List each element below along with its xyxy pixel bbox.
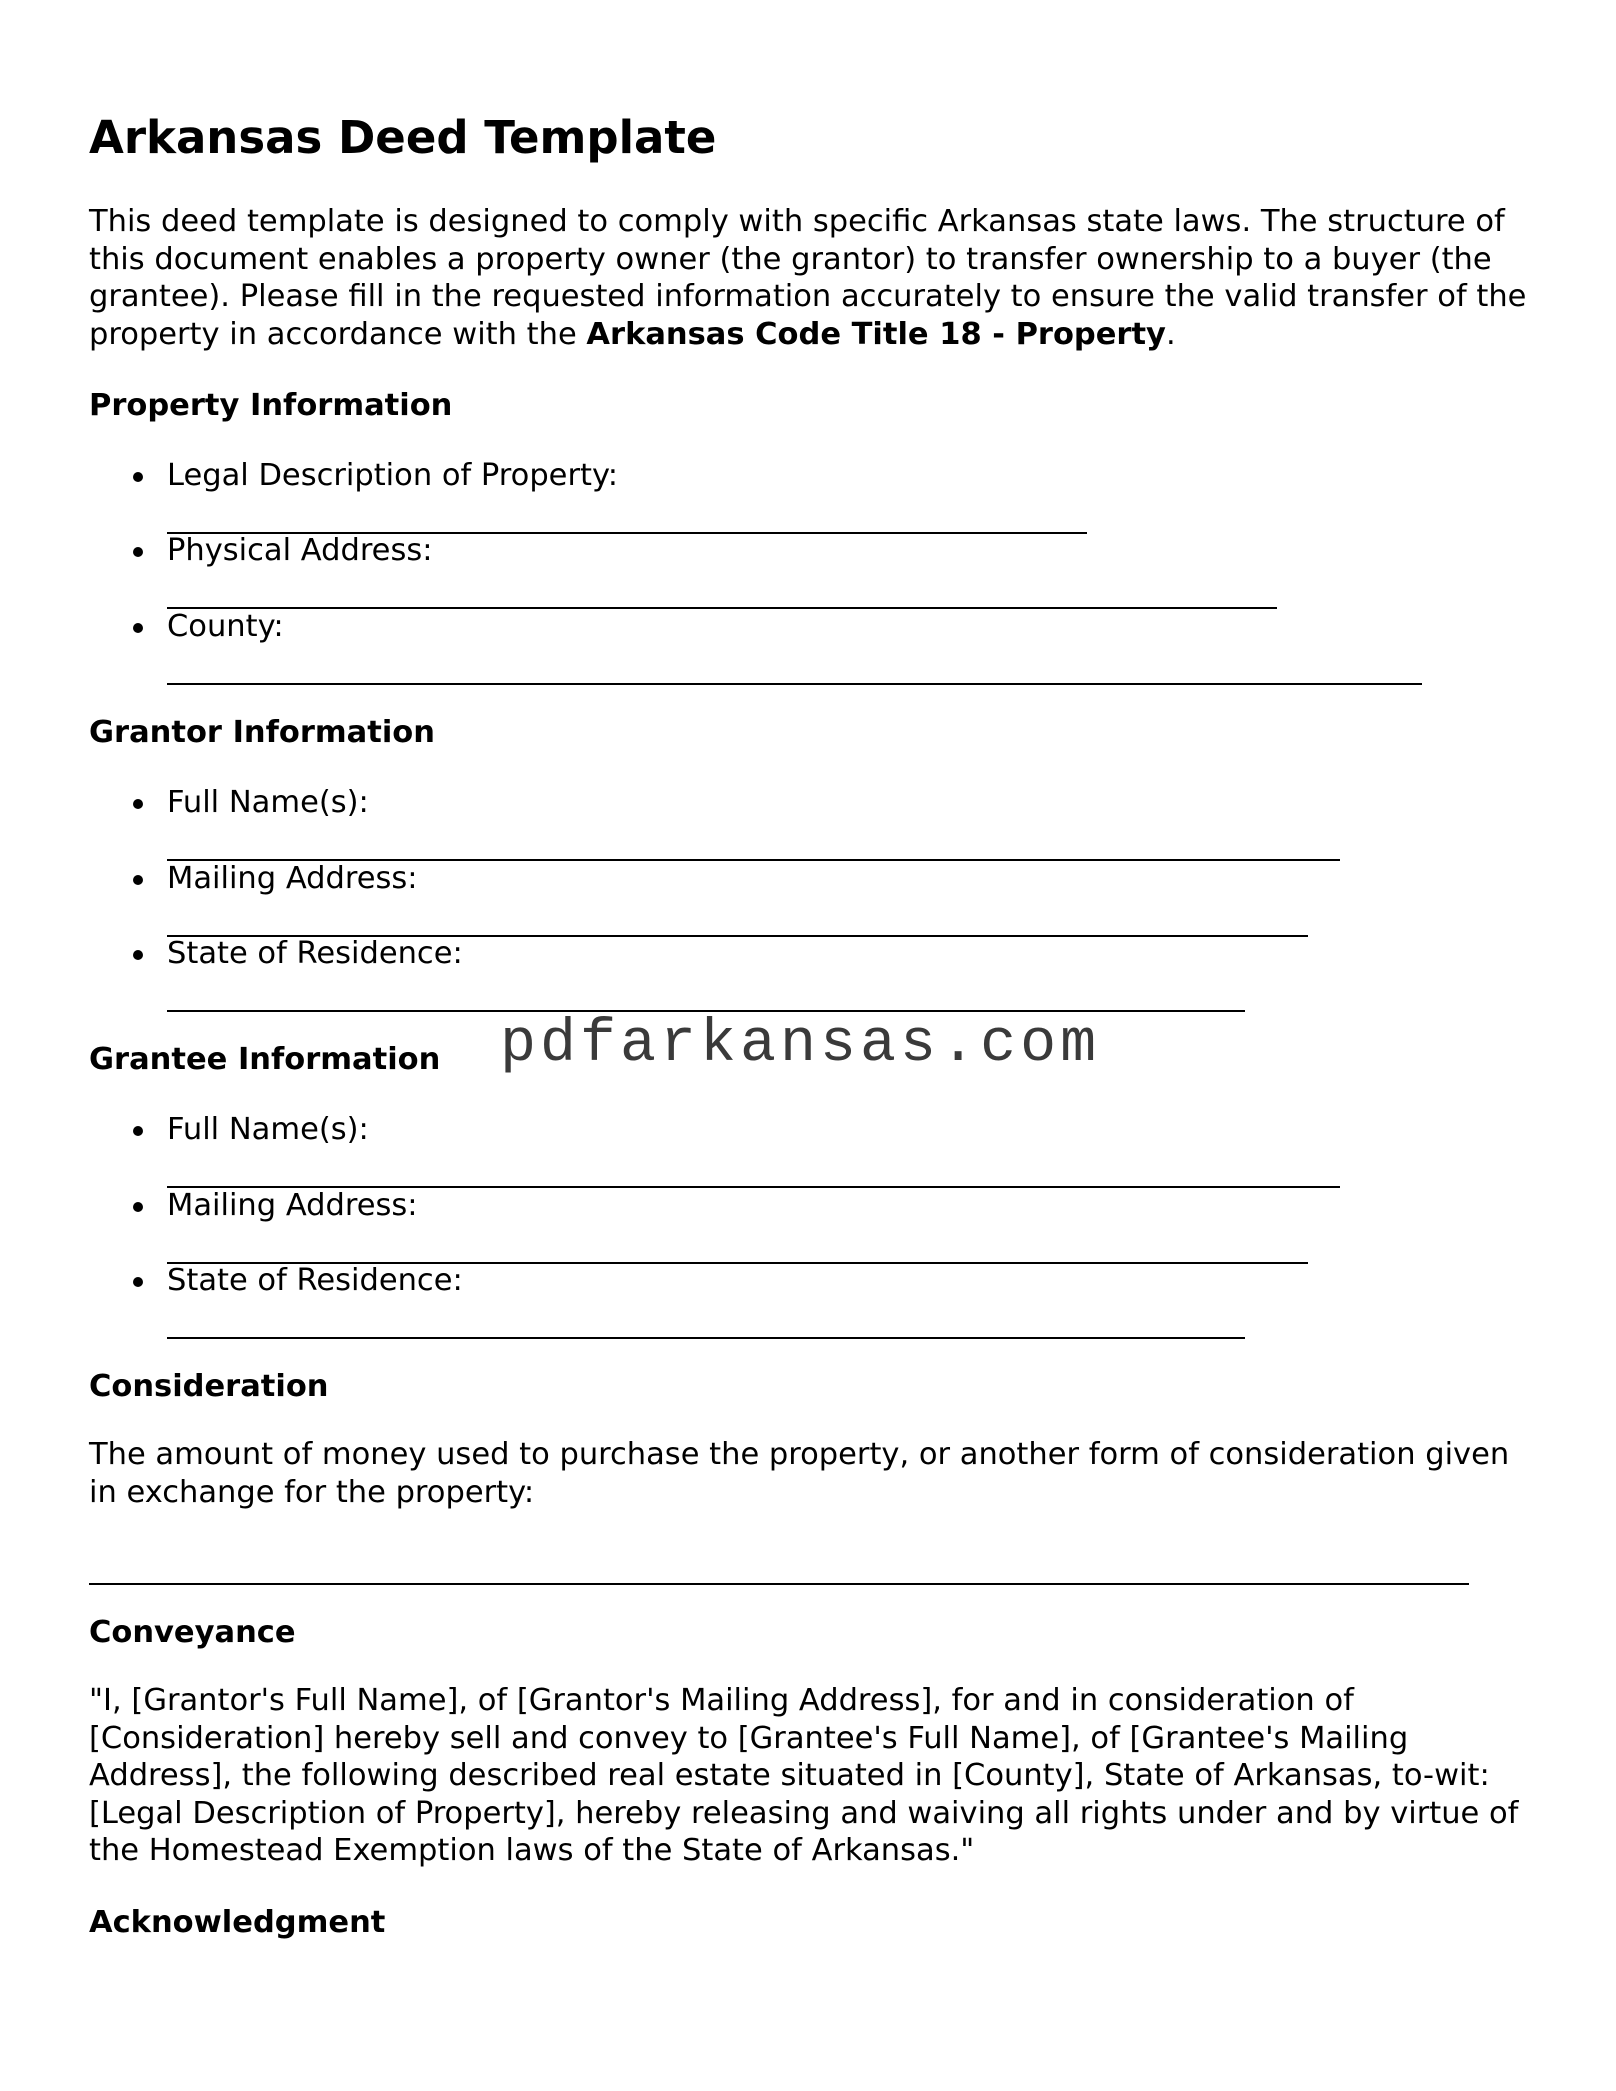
property-county-blank[interactable] (167, 683, 1422, 685)
bullet-icon (133, 1277, 143, 1287)
property-physical-address-label: Physical Address: (167, 532, 433, 570)
grantor-heading: Grantor Information (89, 715, 435, 750)
consideration-blank[interactable] (89, 1583, 1469, 1585)
bullet-icon (133, 472, 143, 482)
intro-text: This deed template is designed to comply with specific Arkansas state laws. The structure of this document enables a property owner (the grantor) to transfer ownership to a buyer (the grantee). Please fill in the requested information accurately to ensure the valid transfer of the property in accordance with the (89, 204, 1527, 352)
conveyance-heading: Conveyance (89, 1615, 296, 1650)
grantee-mailing-address-label: Mailing Address: (167, 1187, 418, 1225)
grantee-state-label: State of Residence: (167, 1262, 463, 1300)
grantee-full-name-label: Full Name(s): (167, 1111, 369, 1149)
intro-code-reference: Arkansas Code Title 18 - Property (586, 316, 1166, 352)
bullet-icon (133, 799, 143, 809)
property-heading: Property Information (89, 388, 453, 423)
bullet-icon (133, 547, 143, 557)
bullet-icon (133, 950, 143, 960)
bullet-icon (133, 875, 143, 885)
intro-paragraph (89, 203, 1529, 353)
bullet-icon (133, 1126, 143, 1136)
property-physical-address-blank[interactable] (167, 607, 1277, 609)
property-county-label: County: (167, 608, 284, 646)
document-title: Arkansas Deed Template (89, 111, 717, 164)
consideration-text: The amount of money used to purchase the property, or another form of consideration given in exchange for the property: (89, 1437, 1510, 1510)
grantee-state-blank[interactable] (167, 1337, 1245, 1339)
conveyance-text: "I, [Grantor's Full Name], of [Grantor's Mailing Address], for and in consideration of [Consideration] hereby sell and convey to [Grantee's Full Name], of [Grantee's Mailing Address], the following described real estate situated in [County], State of Arkansas, to-wit: [Legal Description of Property], hereby releasing and waiving all rights under and by virtue of the Homestead Exemption laws of the State of Arkansas." (89, 1683, 1519, 1868)
grantor-mailing-address-label: Mailing Address: (167, 860, 418, 898)
grantee-heading: Grantee Information (89, 1042, 441, 1077)
acknowledgment-heading: Acknowledgment (89, 1905, 386, 1940)
property-legal-description-label: Legal Description of Property: (167, 457, 618, 495)
bullet-icon (133, 1202, 143, 1212)
grantor-state-label: State of Residence: (167, 935, 463, 973)
grantor-full-name-label: Full Name(s): (167, 784, 369, 822)
watermark: pdfarkansas.com (500, 1011, 1101, 1079)
intro-period: . (1165, 316, 1176, 352)
consideration-heading: Consideration (89, 1369, 329, 1404)
bullet-icon (133, 623, 143, 633)
